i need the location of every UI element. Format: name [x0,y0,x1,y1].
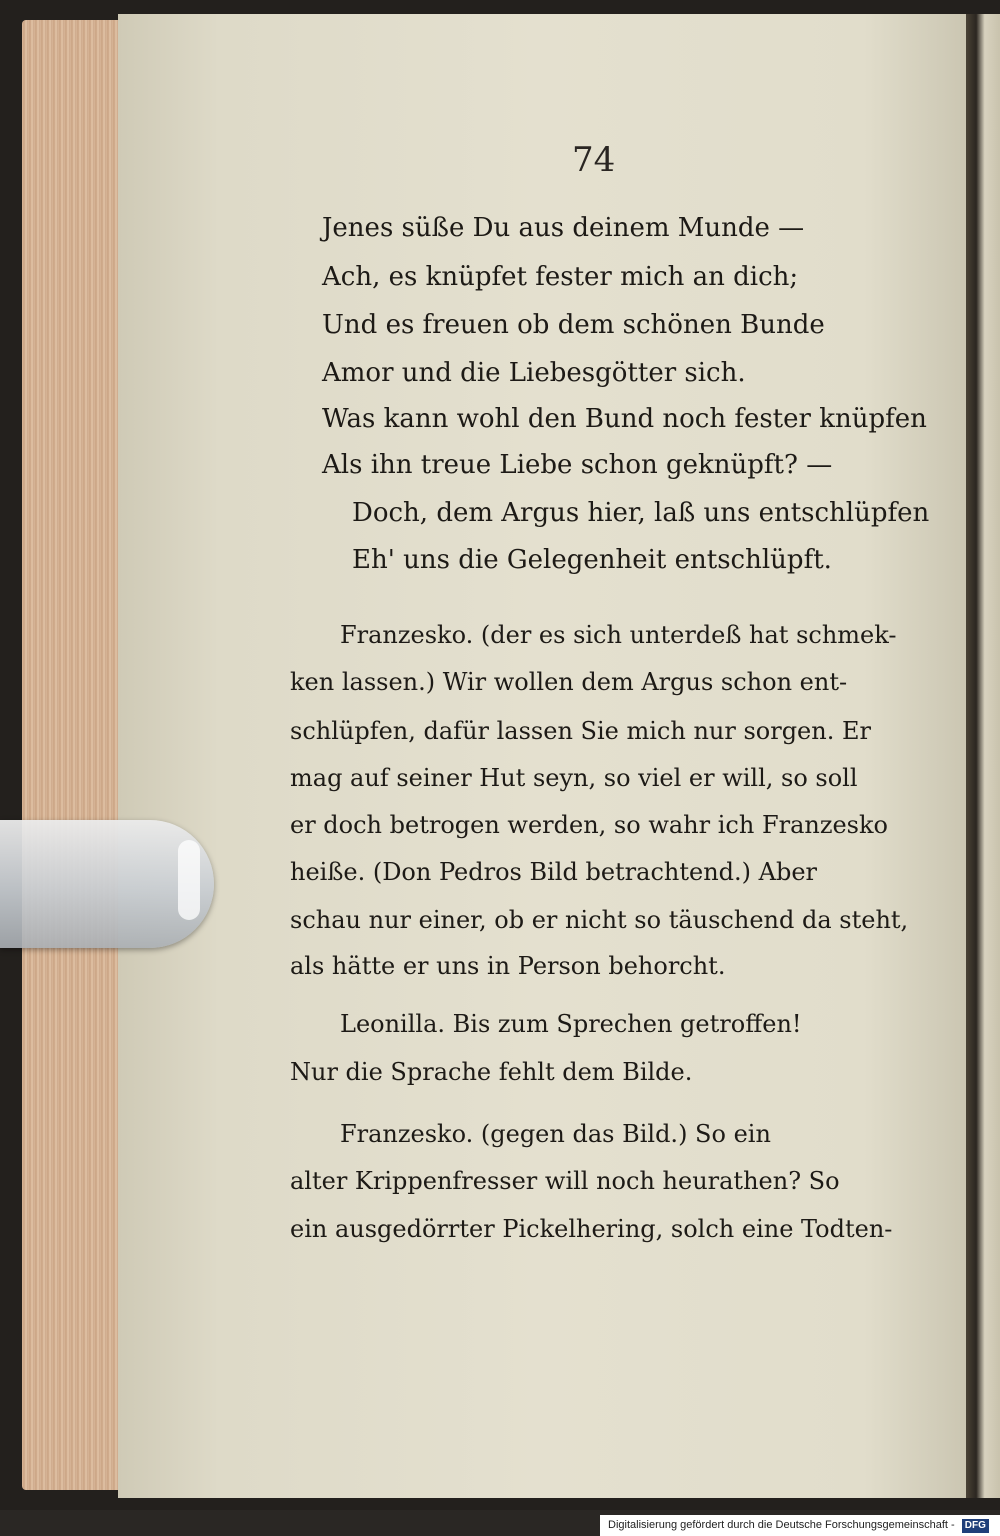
prose-line: Franzesko. (gegen das Bild.) So ein [340,1120,771,1148]
page-stack-edge [22,20,132,1490]
dfg-logo: DFG [962,1519,989,1533]
page-number: 74 [572,140,616,180]
verse-line: Jenes süße Du aus deinem Munde — [322,213,805,243]
credit-text: Digitalisierung gefördert durch die Deutsche Forschungsgemeinschaft - [608,1519,955,1531]
prose-line: ein ausgedörrter Pickelhering, solch eine Todten- [290,1215,893,1243]
verse-line: Amor und die Liebesgötter sich. [322,358,746,388]
prose-line: ken lassen.) Wir wollen dem Argus schon ent- [290,668,848,696]
prose-line: heiße. (Don Pedros Bild betrachtend.) Aber [290,858,818,886]
prose-line: alter Krippenfresser will noch heurathen? So [290,1167,840,1195]
digitization-credit [600,1515,1000,1536]
verse-line: Doch, dem Argus hier, laß uns entschlüpfen [352,498,930,528]
right-page-edge [966,14,1000,1498]
prose-line: als hätte er uns in Person behorcht. [290,952,726,980]
prose-line: mag auf seiner Hut seyn, so viel er will, so soll [290,764,858,792]
verse-line: Ach, es knüpfet fester mich an dich; [322,262,799,292]
page-clip-highlight [178,840,200,920]
prose-line: er doch betrogen werden, so wahr ich Franzesko [290,811,888,839]
verse-line: Eh' uns die Gelegenheit entschlüpft. [352,545,832,575]
prose-line: schlüpfen, dafür lassen Sie mich nur sorgen. Er [290,717,871,745]
verse-line: Was kann wohl den Bund noch fester knüpfen [322,404,927,434]
verse-line: Als ihn treue Liebe schon geknüpft? — [322,450,833,480]
prose-line: schau nur einer, ob er nicht so täuschend da steht, [290,906,909,934]
prose-line: Nur die Sprache fehlt dem Bilde. [290,1058,693,1086]
prose-line: Franzesko. (der es sich unterdeß hat schmek- [340,621,897,649]
prose-line: Leonilla. Bis zum Sprechen getroffen! [340,1010,802,1038]
verse-line: Und es freuen ob dem schönen Bunde [322,310,825,340]
